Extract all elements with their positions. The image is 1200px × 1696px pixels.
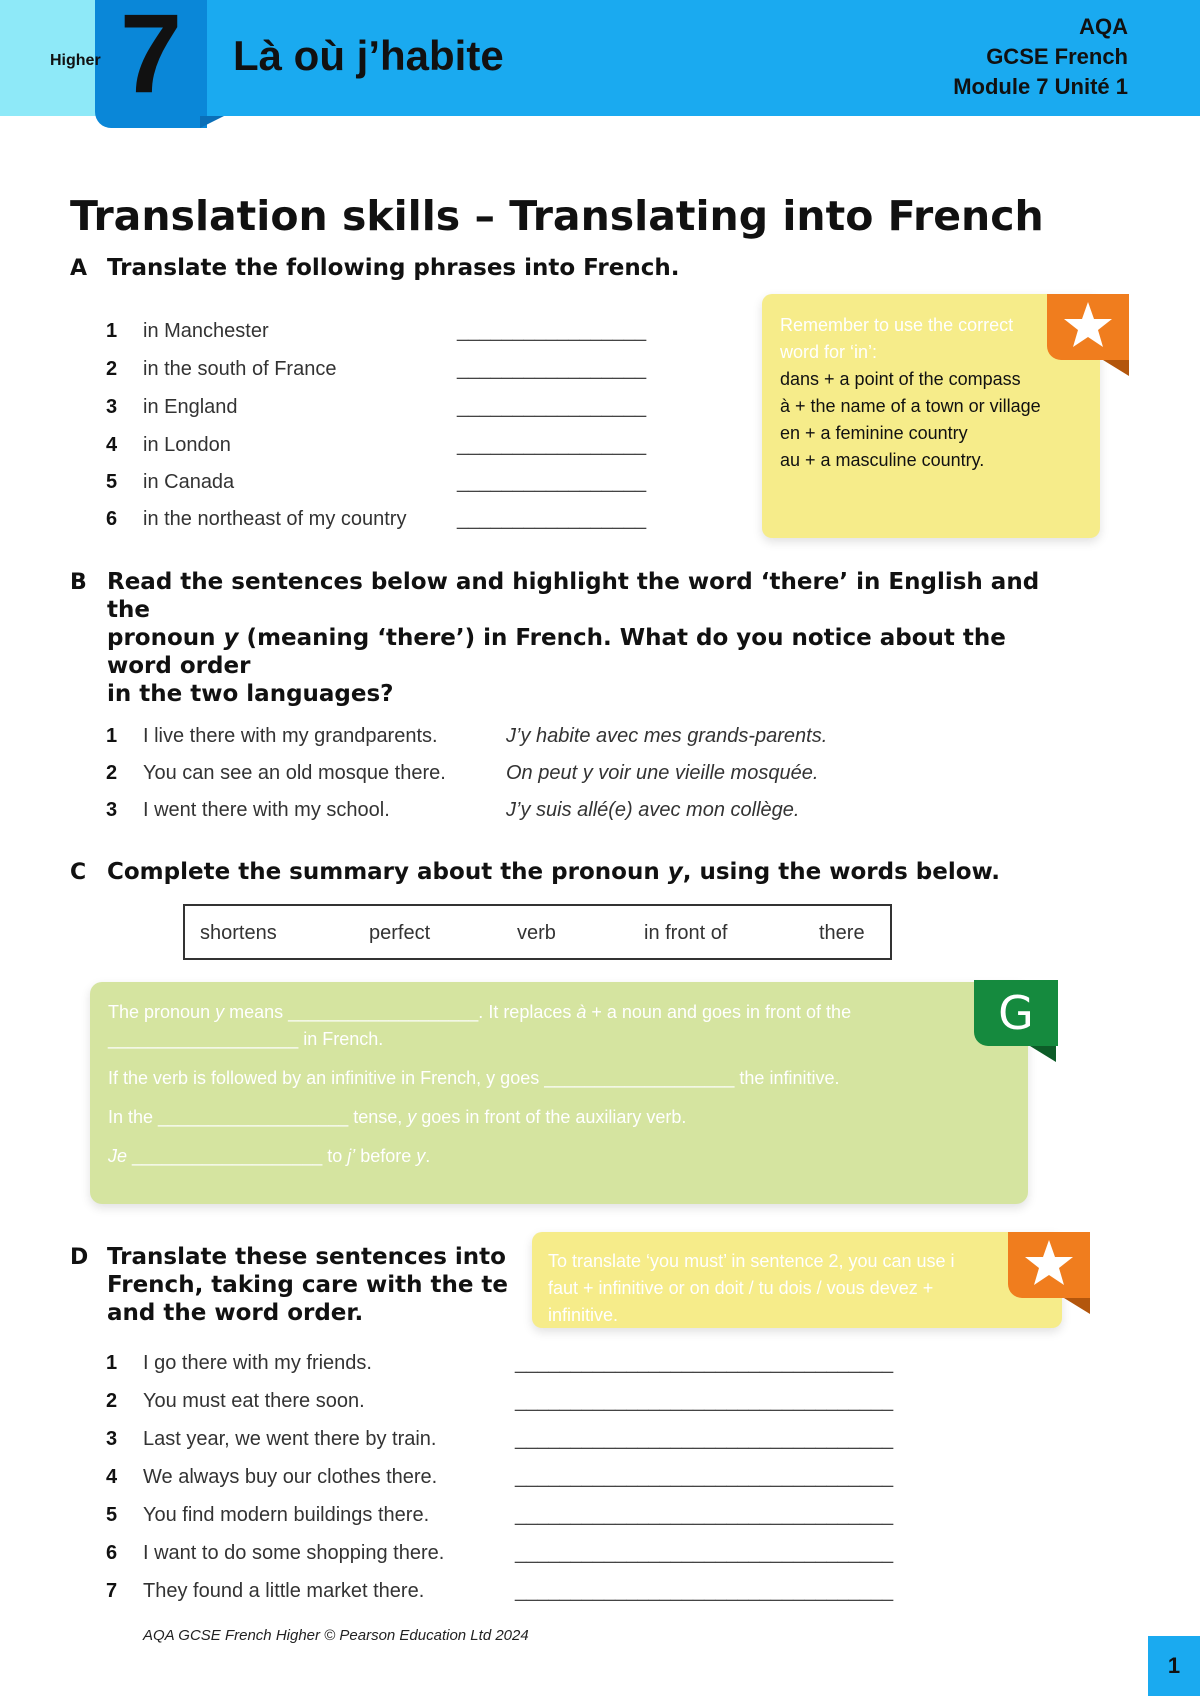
course-info-line: AQA (1079, 14, 1128, 39)
instruction-line: word order (107, 653, 251, 679)
tip-line: faut + infinitive or on doit / tu dois / vous devez + (548, 1278, 934, 1298)
word-bank-item: in front of (644, 922, 728, 944)
section-c-letter: C (70, 860, 87, 885)
answer-blank[interactable]: _________________ (457, 471, 647, 493)
item-number: 3 (106, 396, 118, 418)
item-number: 3 (106, 799, 118, 821)
section-b-instruction (107, 568, 1107, 708)
badge-fold (1103, 360, 1129, 376)
instruction-line: in the two languages? (107, 681, 394, 707)
item-number: 7 (106, 1580, 118, 1602)
course-info-line: GCSE French (986, 44, 1128, 69)
item-text: in London (143, 434, 231, 456)
instruction-part: y (223, 625, 239, 651)
instruction-line: Translate these sentences into (107, 1244, 506, 1270)
answer-blank[interactable]: __________________________________ (515, 1466, 894, 1488)
answer-blank[interactable]: __________________________________ (515, 1428, 894, 1450)
tip-line: en + a feminine country (780, 423, 968, 443)
grammar-text: In the ___________________ tense, (108, 1107, 408, 1127)
item-number: 1 (106, 725, 118, 747)
copyright-footer: AQA GCSE French Higher © Pearson Education Ltd 2024 (143, 1627, 529, 1644)
english-sentence: I live there with my grandparents. (143, 725, 438, 747)
answer-blank[interactable]: __________________________________ (515, 1542, 894, 1564)
module-number: 7 (119, 0, 183, 116)
item-number: 5 (106, 1504, 118, 1526)
french-sentence[interactable]: J’y habite avec mes grands-parents. (506, 725, 828, 747)
item-text: I want to do some shopping there. (143, 1542, 445, 1564)
item-text: Last year, we went there by train. (143, 1428, 437, 1450)
tip-text (548, 1248, 1014, 1329)
item-number: 5 (106, 471, 118, 493)
answer-blank[interactable]: __________________________________ (515, 1390, 894, 1412)
answer-blank[interactable]: _________________ (457, 320, 647, 342)
instruction-line: Read the sentences below and highlight the word ‘there’ in English and (107, 569, 1040, 595)
grammar-text: Je (108, 1146, 128, 1166)
grammar-text: + a noun and goes in front of the (586, 1002, 852, 1022)
tip-line: dans + a point of the compass (780, 369, 1021, 389)
word-bank (183, 904, 892, 960)
item-number: 6 (106, 1542, 118, 1564)
grammar-line[interactable] (108, 1146, 430, 1167)
grammar-text: y (215, 1002, 225, 1022)
item-number: 2 (106, 1390, 118, 1412)
instruction-line: French, taking care with the te (107, 1272, 509, 1298)
instruction-line (107, 624, 1107, 652)
instruction-part: (meaning ‘there’) in French. What do you notice about the (238, 625, 1006, 651)
answer-blank[interactable]: _________________ (457, 396, 647, 418)
item-text: in England (143, 396, 238, 418)
grammar-text: y (416, 1146, 426, 1166)
module-tab-fold (200, 116, 224, 128)
grammar-line[interactable] (108, 1002, 851, 1023)
badge-fold (1064, 1298, 1090, 1314)
grammar-text: à (576, 1002, 587, 1022)
grammar-text: j’ (347, 1146, 356, 1166)
item-number: 4 (106, 434, 118, 456)
item-number: 3 (106, 1428, 118, 1450)
item-text: in Manchester (143, 320, 269, 342)
section-a-instruction: Translate the following phrases into French. (107, 255, 680, 281)
tip-line: à + the name of a town or village (780, 396, 1041, 416)
page-number: 1 (1148, 1636, 1200, 1696)
word-bank-item: there (819, 922, 865, 944)
answer-blank[interactable]: _________________ (457, 508, 647, 530)
section-d-instruction (107, 1243, 537, 1327)
grammar-text: y (407, 1107, 417, 1127)
star-icon (1008, 1232, 1090, 1298)
tip-line: word for ‘in’: (780, 342, 878, 362)
grammar-line[interactable] (108, 1107, 686, 1128)
page-title: Translation skills – Translating into French (70, 192, 1044, 240)
star-icon (1047, 294, 1129, 360)
french-sentence[interactable]: J’y suis allé(e) avec mon collège. (506, 799, 800, 821)
instruction-part: pronoun (107, 625, 224, 651)
grammar-text: before (355, 1146, 417, 1166)
star-badge (1047, 294, 1129, 360)
section-a-letter: A (70, 256, 88, 281)
tip-line: To translate ‘you must’ in sentence 2, you can use i (548, 1251, 955, 1271)
item-text: We always buy our clothes there. (143, 1466, 438, 1488)
grammar-text: ___________________ to (127, 1146, 348, 1166)
section-c-instruction (107, 858, 1000, 886)
grammar-text: means ___________________. It replaces (224, 1002, 577, 1022)
instruction-part: , using the words below. (682, 859, 1001, 885)
instruction-part: y (667, 859, 683, 885)
english-sentence: I went there with my school. (143, 799, 390, 821)
item-text: You find modern buildings there. (143, 1504, 430, 1526)
instruction-line: the (107, 597, 150, 623)
item-text: in Canada (143, 471, 235, 493)
item-text: They found a little market there. (143, 1580, 425, 1602)
item-number: 6 (106, 508, 118, 530)
course-info (953, 12, 1128, 102)
answer-blank[interactable]: _________________ (457, 358, 647, 380)
word-bank-item: verb (517, 922, 556, 944)
french-sentence[interactable]: On peut y voir une vieille mosquée. (506, 762, 819, 784)
tip-line: Remember to use the correct (780, 315, 1014, 335)
item-text: You must eat there soon. (143, 1390, 365, 1412)
item-number: 1 (106, 320, 118, 342)
item-text: I go there with my friends. (143, 1352, 372, 1374)
course-info-line: Module 7 Unité 1 (953, 74, 1128, 99)
grammar-text: goes in front of the auxiliary verb. (416, 1107, 687, 1127)
instruction-part: Complete the summary about the pronoun (107, 859, 668, 885)
word-bank-item: perfect (369, 922, 431, 944)
english-sentence: You can see an old mosque there. (143, 762, 446, 784)
section-d-letter: D (70, 1245, 89, 1270)
item-text: in the northeast of my country (143, 508, 407, 530)
instruction-line: and the word order. (107, 1300, 364, 1326)
tip-text (780, 312, 1060, 474)
tip-line: infinitive. (548, 1305, 619, 1325)
grammar-text: The pronoun (108, 1002, 216, 1022)
word-bank-item: shortens (200, 922, 277, 944)
answer-blank[interactable]: _________________ (457, 434, 647, 456)
badge-fold (1030, 1046, 1056, 1062)
tip-line: au + a masculine country. (780, 450, 985, 470)
section-b-letter: B (70, 570, 87, 595)
grammar-line[interactable]: ___________________ in French. (108, 1029, 384, 1049)
grammar-icon: G (974, 980, 1058, 1046)
item-text: in the south of France (143, 358, 337, 380)
level-label: Higher (50, 52, 101, 69)
unit-title: Là où j’habite (233, 32, 504, 79)
answer-blank[interactable]: __________________________________ (515, 1580, 894, 1602)
grammar-text: . (425, 1146, 431, 1166)
item-number: 1 (106, 1352, 118, 1374)
star-badge (1008, 1232, 1090, 1298)
item-number: 2 (106, 358, 118, 380)
answer-blank[interactable]: __________________________________ (515, 1352, 894, 1374)
item-number: 2 (106, 762, 118, 784)
grammar-line[interactable]: If the verb is followed by an infinitive in French, y goes ___________________ the infinitive. (108, 1068, 840, 1088)
item-number: 4 (106, 1466, 118, 1488)
answer-blank[interactable]: __________________________________ (515, 1504, 894, 1526)
